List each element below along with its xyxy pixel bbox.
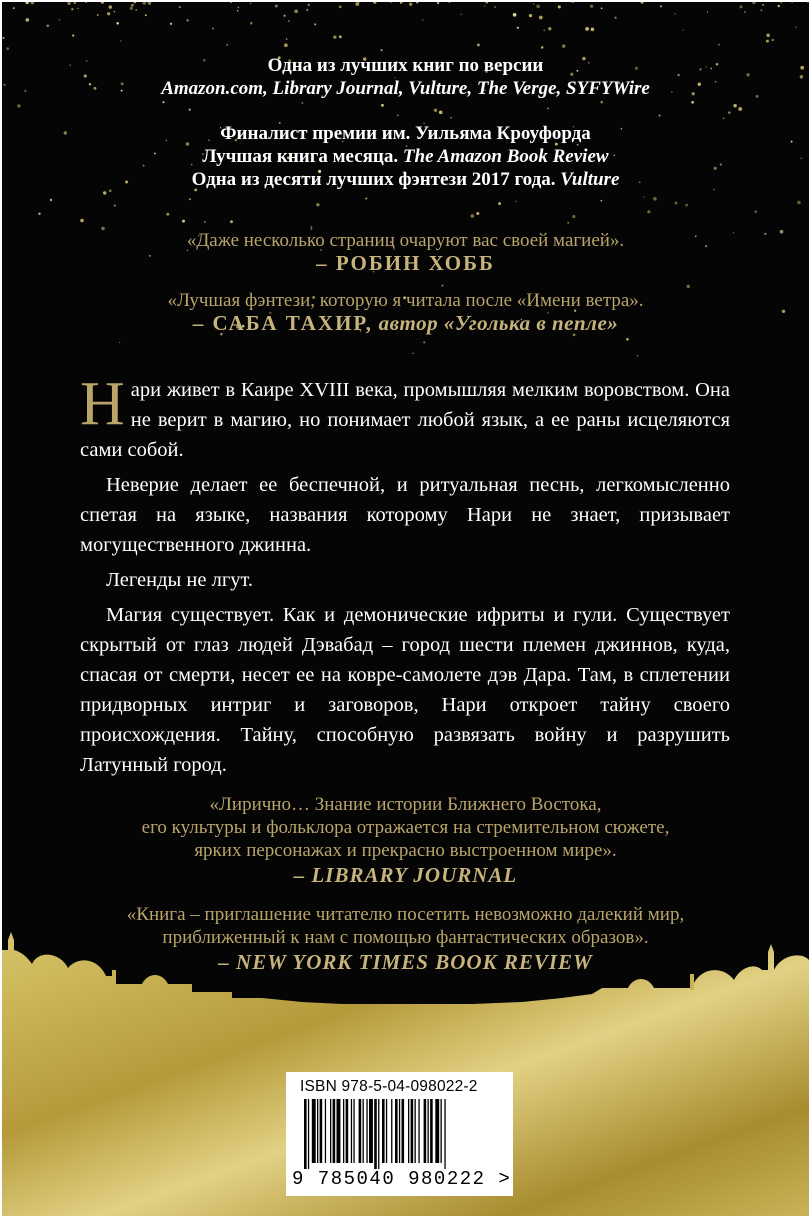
award-line-4: Лучшая книга месяца. The Amazon Book Review [202,146,609,167]
quote-hobb-author: – РОБИН ХОББ [316,251,495,275]
description-paragraph-2: Неверие делает ее беспечной, и ритуальная песнь, легкомысленно спетая на языке, названия которому Нари не знает, призывает могущественного джинна. [80,474,730,556]
award-line-5: Одна из десяти лучших фэнтези 2017 года. Vulture [191,169,620,190]
barcode-digits: 9 785040 980222 > [292,1168,512,1190]
quote-lj-line-2: его культуры и фольклора отражается на стремительном сюжете, [141,817,670,838]
award-line-2: Amazon.com, Library Journal, Vulture, The Verge, SYFYWire [161,78,650,99]
description-paragraph-4: Магия существует. Как и демонические ифриты и гули. Существует скрытый от глаз людей Дэвабад – город шести племен джиннов, куда, спасая от смерти, несет ее на ковре-самолете дэв Дара. Там, в сплетении придворных интриг и заговоров, Нари откроет тайну своего происхождения. Тайну, способную развязать войну и разрушить Латунный город. [80,604,730,776]
award-line-3: Финалист премии им. Уильяма Кроуфорда [220,123,591,144]
book-back-cover [2,2,809,1216]
quote-lj-line-3: ярких персонажах и прекрасно выстроенном мире». [194,840,617,861]
award-line-1: Одна из лучших книг по версии [267,55,544,76]
description-paragraph-3: Легенды не лгут. [106,569,254,591]
isbn-number: ISBN 978-5-04-098022-2 [300,1078,478,1095]
quote-lj-line-1: «Лирично… Знание истории Ближнего Востока, [209,794,602,815]
drop-cap: Н [80,370,125,438]
quote-nyt-author: – NEW YORK TIMES BOOK REVIEW [218,950,593,974]
quote-nyt-line-1: «Книга – приглашение читателю посетить невозможно далекий мир, [126,904,685,925]
quote-tahir: «Лучшая фэнтези, которую я читала после «Имени ветра». [167,290,644,311]
quote-hobb: «Даже несколько страниц очаруют вас своей магией». [186,230,625,251]
barcode-bars [304,1099,496,1169]
book-description [80,370,730,785]
quote-tahir-author: – САБА ТАХИР, автор «Уголька в пепле» [192,311,619,335]
quote-lj-author: – LIBRARY JOURNAL [293,863,518,887]
isbn-barcode [286,1072,513,1196]
quote-nyt-line-2: приближенный к нам с помощью фантастических образов». [162,927,649,948]
description-paragraph-1: Нари живет в Каире XVIII века, промышляя мелким воровством. Она не верит в магию, но понимает любой язык, а ее раны исцеляются сами собой. [80,370,730,461]
